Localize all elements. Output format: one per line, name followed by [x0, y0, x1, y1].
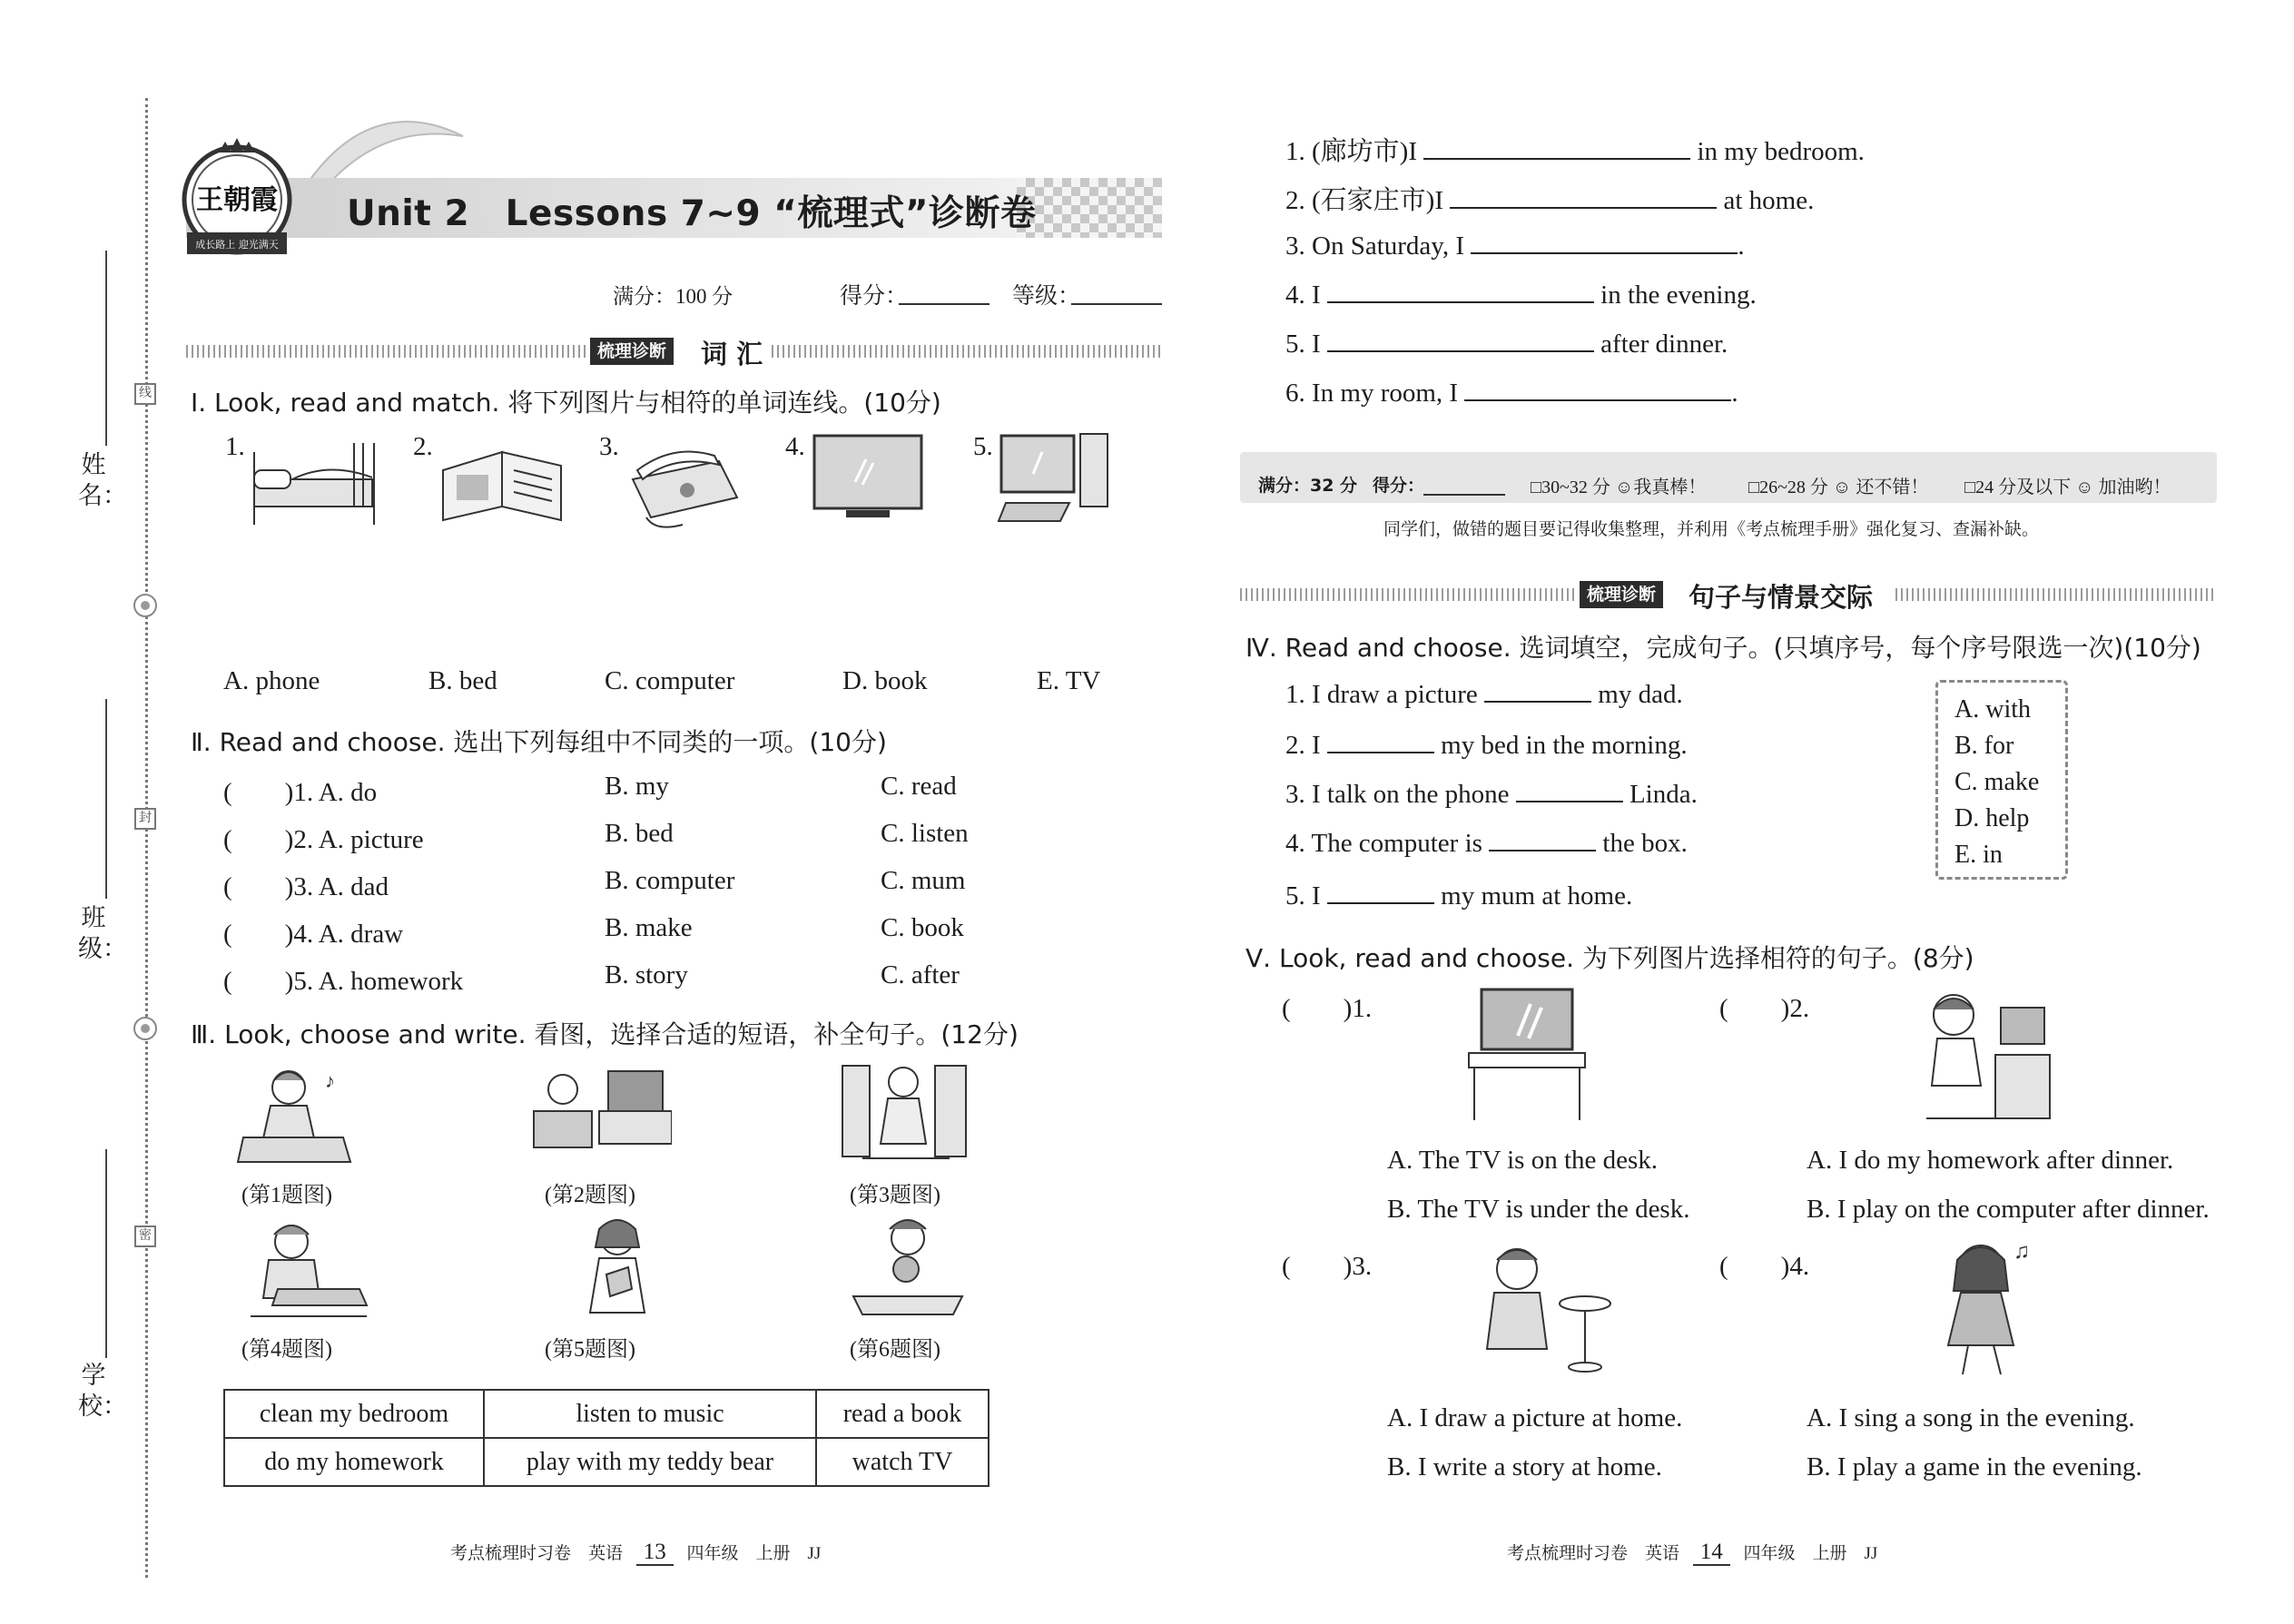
phrase-cell: watch TV	[816, 1438, 989, 1486]
footer-book: 考点梳理时习卷 英语	[1507, 1544, 1680, 1563]
girl-with-teddy-bear-picture	[844, 1213, 971, 1326]
section-tag: 梳理诊断	[590, 338, 674, 365]
q1-option: C. computer	[605, 666, 735, 695]
table-row	[224, 1390, 989, 1438]
binding-line	[145, 98, 148, 1578]
boy-at-computer-picture	[1917, 986, 2053, 1122]
grade-field[interactable]	[1071, 303, 1162, 305]
q3-sentence: 3. On Saturday, I .	[1285, 229, 1745, 261]
answer-blank[interactable]	[1327, 327, 1594, 352]
q3-caption: (第2题图)	[545, 1184, 635, 1207]
q1-num: 3.	[599, 432, 619, 461]
q2-option-c: C. book	[881, 913, 964, 942]
q1-option: E. TV	[1037, 666, 1101, 695]
q3-caption: (第4题图)	[241, 1338, 332, 1362]
q3-caption: (第1题图)	[241, 1184, 332, 1207]
q1-num: 2.	[413, 432, 433, 461]
tv-on-desk-picture	[1463, 986, 1590, 1122]
phrase-cell: do my homework	[224, 1438, 484, 1486]
word-option: D. help	[1954, 804, 2030, 832]
q2-option-c: C. listen	[881, 819, 969, 848]
q3-sentence: 6. In my room, I .	[1285, 376, 1738, 408]
q1-num: 1.	[225, 432, 245, 461]
word-option: E. in	[1954, 841, 2003, 869]
section-tag: 梳理诊断	[1580, 581, 1663, 608]
q3-heading: Ⅲ. Look, choose and write. 看图，选择合适的短语，补全句子。(12分)	[191, 1019, 1019, 1049]
footer-left	[450, 1540, 821, 1565]
answer-blank[interactable]	[1489, 826, 1596, 851]
q4-heading: Ⅳ. Read and choose. 选词填空，完成句子。(只填序号，每个序号限选一次)(10分)	[1245, 633, 2201, 663]
answer-blank[interactable]	[1484, 677, 1591, 703]
q2-item: ( )2. A. picture	[223, 825, 424, 854]
girl-listening-music-picture	[234, 1060, 361, 1174]
girl-reading-book-picture	[563, 1213, 681, 1326]
review-note: 同学们，做错的题目要记得收集整理，并利用《考点梳理手册》强化复习、查漏补缺。	[1383, 520, 2040, 539]
q1-option: D. book	[842, 666, 928, 695]
answer-blank[interactable]	[1327, 278, 1594, 303]
q2-heading: Ⅱ. Read and choose. 选出下列每组中不同类的一项。(10分)	[191, 727, 887, 757]
binding-mark-seal: 封	[134, 808, 156, 830]
class-field-line[interactable]	[105, 699, 107, 899]
grade-label: 等级：	[1012, 282, 1081, 309]
answer-blank[interactable]	[1471, 229, 1738, 254]
girl-watching-tv-picture	[527, 1060, 672, 1156]
q5-item-number: ( )1.	[1282, 994, 1373, 1023]
school-field-line[interactable]	[105, 1149, 107, 1358]
q1-num: 4.	[785, 432, 805, 461]
phrase-cell: listen to music	[484, 1390, 816, 1438]
q5-option-b: B. I play on the computer after dinner.	[1807, 1195, 2210, 1224]
q5-item-number: ( )2.	[1719, 994, 1810, 1023]
smiley-icon: ☺	[1614, 477, 1634, 497]
q2-option-b: B. computer	[605, 866, 735, 895]
q4-sentence: 4. The computer is the box.	[1285, 826, 1688, 859]
answer-blank[interactable]	[1327, 879, 1434, 904]
q5-option-a: A. I sing a song in the evening.	[1807, 1403, 2135, 1432]
logo-motto: 成长路上 迎光满天	[195, 239, 279, 251]
strip-full-marks: 满分：32 分	[1258, 476, 1358, 496]
computer-picture	[997, 430, 1115, 530]
q2-item: ( )3. A. dad	[223, 872, 389, 901]
q5-item-number: ( )3.	[1282, 1252, 1373, 1281]
q1-option: B. bed	[428, 666, 497, 695]
word-options-box	[1935, 680, 2068, 880]
q3-caption: (第3题图)	[850, 1184, 940, 1207]
q2-option-b: B. bed	[605, 819, 674, 848]
brand-logo	[169, 134, 305, 261]
q4-sentence: 2. I my bed in the morning.	[1285, 728, 1688, 761]
school-label: 学校：	[78, 1362, 127, 1420]
bed-picture	[247, 434, 383, 534]
class-label: 班级：	[78, 904, 127, 962]
full-marks: 满分：100 分	[613, 285, 733, 308]
svg-text:♪: ♪	[325, 1069, 335, 1092]
q5-heading: Ⅴ. Look, read and choose. 为下列图片选择相符的句子。(8分)	[1245, 943, 1974, 973]
q5-option-a: A. The TV is on the desk.	[1387, 1146, 1659, 1175]
tier-3[interactable]: □24 分及以下 ☺ 加油哟！	[1964, 477, 2171, 497]
title-checker-pattern	[1017, 178, 1162, 238]
q2-option-c: C. mum	[881, 866, 966, 895]
answer-blank[interactable]	[1464, 376, 1731, 401]
page-number: 13	[636, 1540, 674, 1566]
girl-singing-picture	[1926, 1235, 2044, 1380]
section-title-vocab: 词 汇	[701, 339, 763, 369]
binding-mark-line: 线	[134, 383, 156, 405]
q3-sentence: 5. I after dinner.	[1285, 327, 1728, 359]
tv-picture	[810, 432, 928, 523]
q2-option-c: C. after	[881, 960, 960, 989]
word-option: A. with	[1954, 695, 2031, 723]
score-label: 得分：	[840, 282, 909, 309]
phrase-cell: read a book	[816, 1390, 989, 1438]
q2-option-b: B. my	[605, 772, 669, 801]
binding-hole	[133, 594, 157, 617]
phrase-table	[223, 1389, 989, 1487]
section-divider	[1895, 588, 2217, 601]
section-divider	[772, 345, 1162, 358]
name-label: 姓名：	[78, 451, 127, 509]
answer-blank[interactable]	[1423, 134, 1690, 160]
q5-item-number: ( )4.	[1719, 1252, 1810, 1281]
q5-option-b: B. I play a game in the evening.	[1807, 1452, 2142, 1481]
page-title: Unit 2 Lessons 7~9 “梳理式”诊断卷	[347, 193, 1037, 234]
q5-option-b: B. The TV is under the desk.	[1387, 1195, 1690, 1224]
logo-name: 王朝霞	[196, 184, 278, 216]
word-option: C. make	[1954, 768, 2040, 796]
q4-sentence: 5. I my mum at home.	[1285, 879, 1632, 911]
q2-item: ( )1. A. do	[223, 778, 378, 807]
q1-option: A. phone	[223, 666, 320, 695]
tier-1[interactable]: □30~32 分 ☺我真棒！	[1531, 477, 1707, 497]
tier-2[interactable]: □26~28 分 ☺ 还不错！	[1748, 477, 1929, 497]
phone-picture	[619, 434, 746, 534]
section-divider	[186, 345, 586, 358]
table-row	[224, 1438, 989, 1486]
q3-sentence: 4. I in the evening.	[1285, 278, 1757, 310]
section-title-sentences: 句子与情景交际	[1689, 582, 1874, 613]
q5-option-a: A. I do my homework after dinner.	[1807, 1146, 2174, 1175]
girl-cleaning-bedroom-picture	[835, 1057, 971, 1170]
name-field-line[interactable]	[105, 251, 107, 446]
q3-caption: (第5题图)	[545, 1338, 635, 1362]
q1-num: 5.	[973, 432, 993, 461]
q2-item: ( )4. A. draw	[223, 920, 404, 949]
answer-blank[interactable]	[1450, 183, 1717, 209]
q2-item: ( )5. A. homework	[223, 967, 464, 996]
footer-grade: 四年级 上册 JJ	[1743, 1544, 1878, 1563]
footer-right	[1507, 1540, 1877, 1565]
q2-option-c: C. read	[881, 772, 957, 801]
binding-hole	[133, 1017, 157, 1040]
smiley-icon: ☺	[2075, 477, 2094, 497]
word-option: B. for	[1954, 732, 2014, 760]
q1-heading: Ⅰ. Look, read and match. 将下列图片与相符的单词连线。(10分)	[191, 388, 941, 418]
phrase-cell: clean my bedroom	[224, 1390, 484, 1438]
q5-option-a: A. I draw a picture at home.	[1387, 1403, 1683, 1432]
girl-doing-homework-picture	[241, 1216, 369, 1330]
answer-blank[interactable]	[1516, 777, 1623, 802]
phrase-cell: play with my teddy bear	[484, 1438, 816, 1486]
q3-sentence: 1. (廊坊市)I in my bedroom.	[1285, 131, 1865, 168]
q4-sentence: 1. I draw a picture my dad.	[1285, 677, 1683, 710]
footer-book: 考点梳理时习卷 英语	[450, 1544, 624, 1563]
q3-sentence: 2. (石家庄市)I at home.	[1285, 180, 1814, 217]
q3-caption: (第6题图)	[850, 1338, 940, 1362]
score-field[interactable]	[899, 303, 989, 305]
q2-option-b: B. make	[605, 913, 693, 942]
q5-option-b: B. I write a story at home.	[1387, 1452, 1662, 1481]
strip-score-label: 得分：	[1373, 476, 1425, 496]
smiley-icon: ☺	[1832, 477, 1852, 497]
footer-grade: 四年级 上册 JJ	[686, 1544, 822, 1563]
answer-blank[interactable]	[1327, 728, 1434, 753]
strip-score-field[interactable]	[1423, 494, 1505, 496]
book-picture	[434, 443, 570, 525]
binding-mark-secret: 密	[134, 1225, 156, 1247]
section-divider	[1240, 588, 1574, 601]
q4-sentence: 3. I talk on the phone Linda.	[1285, 777, 1698, 810]
boy-writing-picture	[1467, 1240, 1621, 1376]
q2-option-b: B. story	[605, 960, 688, 989]
svg-text:♫: ♫	[2013, 1240, 2030, 1264]
page-number: 14	[1693, 1540, 1730, 1566]
